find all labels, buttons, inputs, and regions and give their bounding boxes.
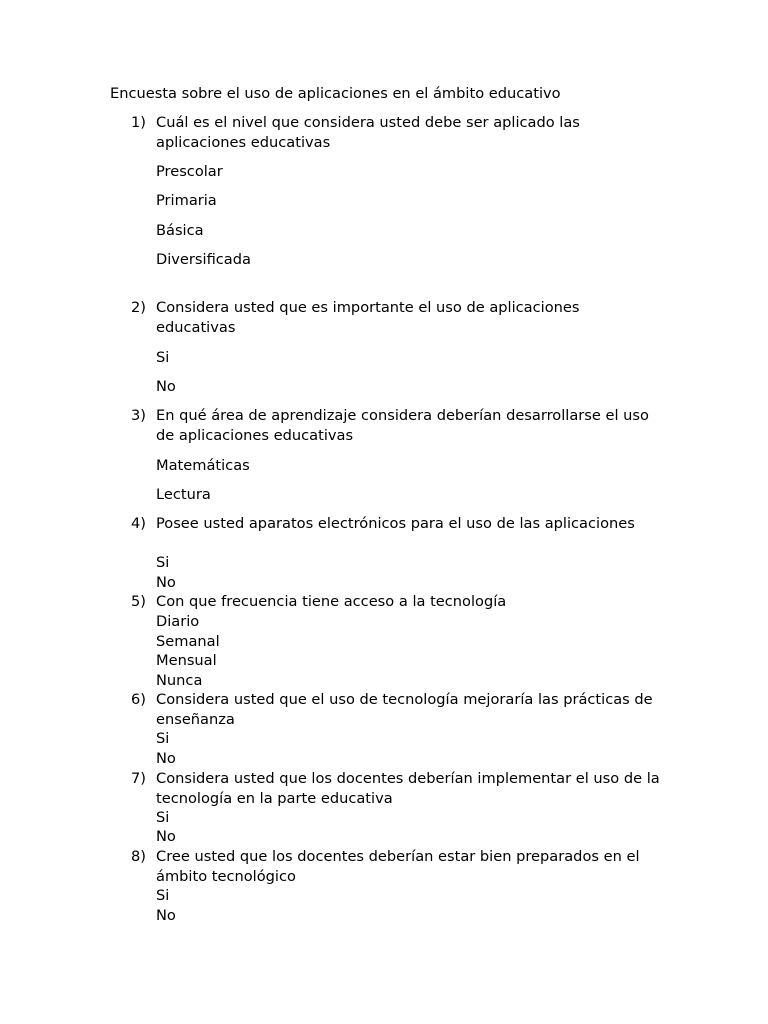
option-item: No bbox=[156, 828, 176, 845]
question-3 bbox=[131, 406, 661, 445]
option-item: No bbox=[156, 378, 176, 395]
question-number: 7) bbox=[131, 770, 146, 787]
question-number: 1) bbox=[131, 114, 146, 131]
option-item: No bbox=[156, 907, 176, 924]
question-7 bbox=[131, 769, 661, 808]
question-6 bbox=[131, 690, 661, 729]
option-item: Si bbox=[156, 730, 170, 747]
question-8 bbox=[131, 847, 661, 886]
question-number: 2) bbox=[131, 299, 146, 316]
option-item: Primaria bbox=[156, 192, 217, 209]
question-text: En qué área de aprendizaje considera deberían desarrollarse el uso de aplicaciones educativas bbox=[156, 407, 649, 444]
question-5 bbox=[131, 592, 661, 612]
option-item: Semanal bbox=[156, 633, 220, 650]
question-number: 3) bbox=[131, 407, 146, 424]
question-number: 5) bbox=[131, 593, 146, 610]
option-item: Prescolar bbox=[156, 163, 223, 180]
question-text: Cree usted que los docentes deberían estar bien preparados en el ámbito tecnológico bbox=[156, 848, 640, 885]
option-item: Básica bbox=[156, 222, 204, 239]
option-item: No bbox=[156, 574, 176, 591]
option-item: Mensual bbox=[156, 652, 217, 669]
option-item: Si bbox=[156, 887, 170, 904]
survey-title: Encuesta sobre el uso de aplicaciones en el ámbito educativo bbox=[110, 85, 561, 102]
option-item: Si bbox=[156, 349, 170, 366]
option-item: Si bbox=[156, 809, 170, 826]
question-text: Posee usted aparatos electrónicos para el uso de las aplicaciones bbox=[156, 515, 635, 532]
question-number: 4) bbox=[131, 515, 146, 532]
option-item: Diario bbox=[156, 613, 200, 630]
question-text: Considera usted que es importante el uso de aplicaciones educativas bbox=[156, 299, 580, 336]
question-number: 8) bbox=[131, 848, 146, 865]
option-item: Matemáticas bbox=[156, 457, 250, 474]
question-text: Considera usted que los docentes deberían implementar el uso de la tecnología en la parte educativa bbox=[156, 770, 660, 807]
question-text: Con que frecuencia tiene acceso a la tecnología bbox=[156, 593, 507, 610]
question-number: 6) bbox=[131, 691, 146, 708]
option-item: Diversificada bbox=[156, 251, 251, 268]
question-4 bbox=[131, 514, 661, 534]
question-text: Considera usted que el uso de tecnología mejoraría las prácticas de enseñanza bbox=[156, 691, 653, 728]
option-item: Si bbox=[156, 554, 170, 571]
question-text: Cuál es el nivel que considera usted debe ser aplicado las aplicaciones educativas bbox=[156, 114, 580, 151]
option-item: No bbox=[156, 750, 176, 767]
question-2 bbox=[131, 298, 661, 337]
option-item: Lectura bbox=[156, 486, 211, 503]
option-item: Nunca bbox=[156, 672, 203, 689]
question-1 bbox=[131, 113, 661, 152]
